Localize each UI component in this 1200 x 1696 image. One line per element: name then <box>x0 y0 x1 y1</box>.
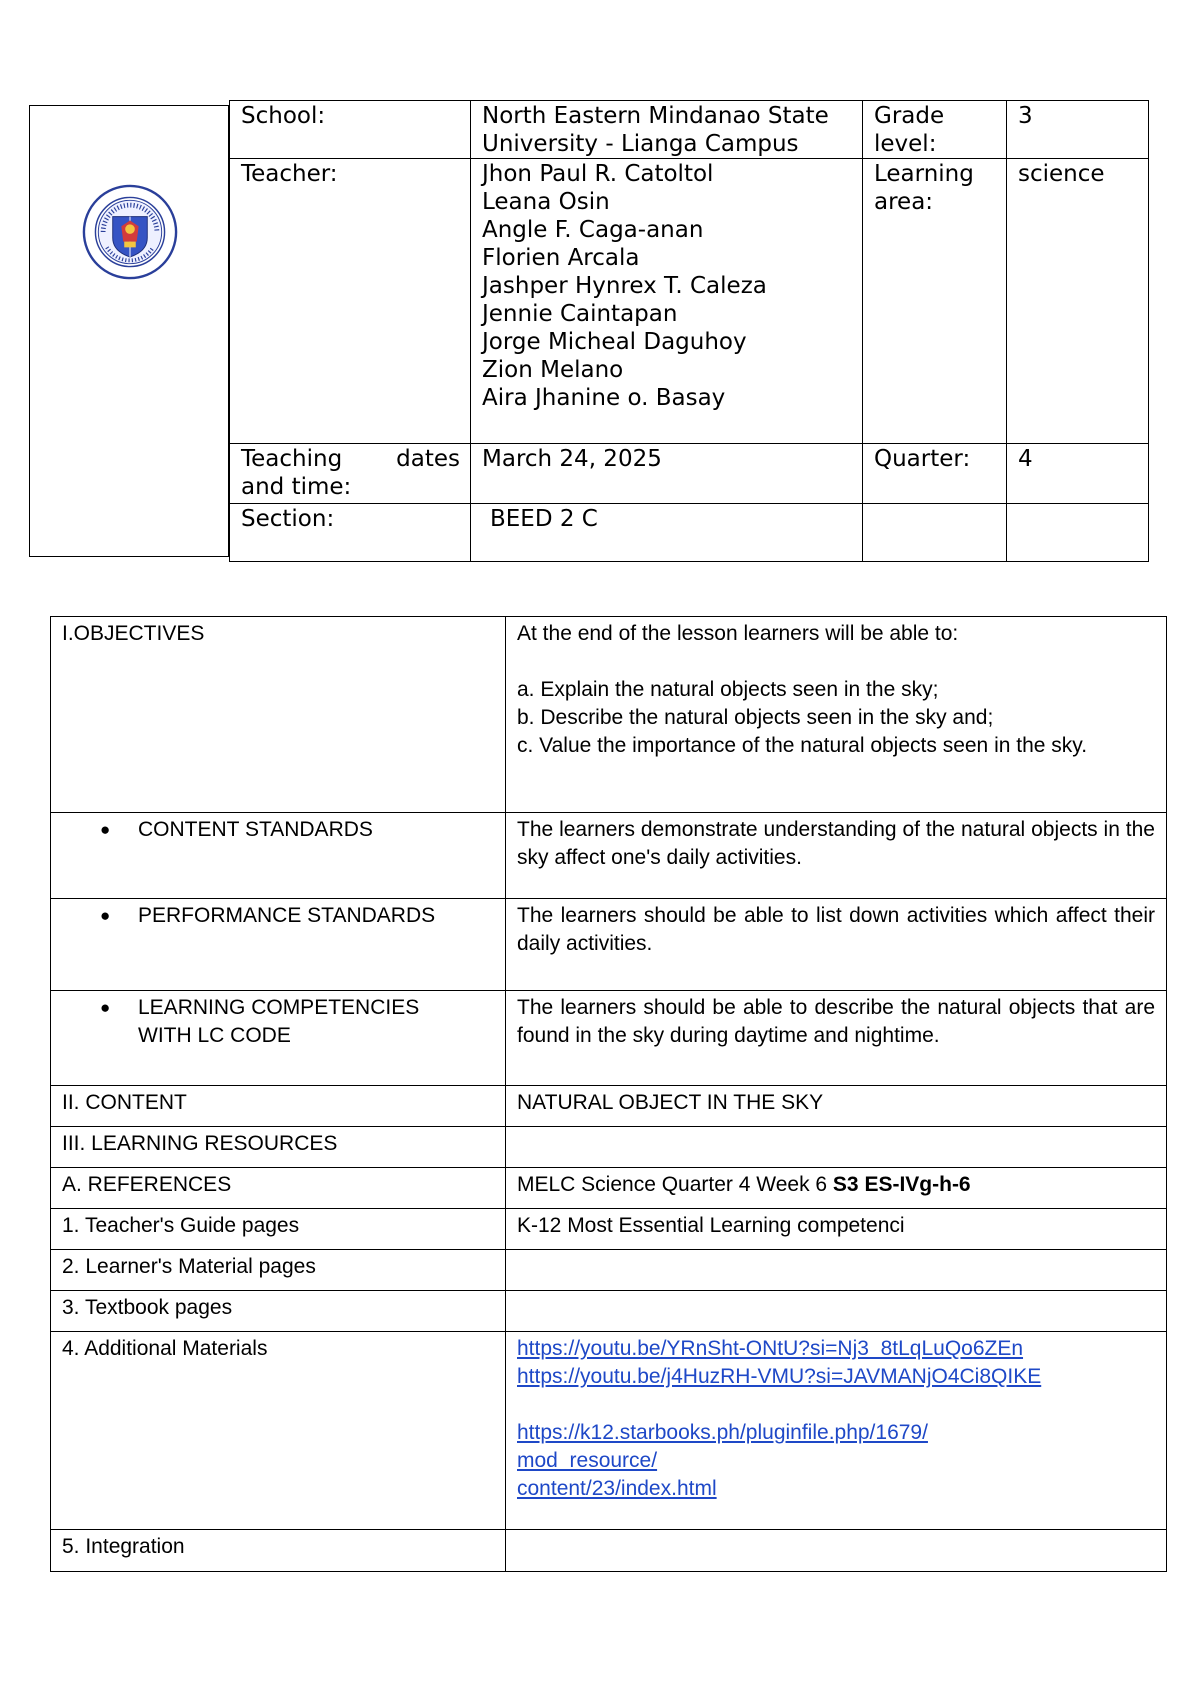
objective-item: b. Describe the natural objects seen in the sky and; <box>517 706 994 729</box>
teaching-dates-value: March 24, 2025 <box>471 444 863 504</box>
additional-materials-label: 4. Additional Materials <box>51 1332 506 1530</box>
starbooks-link-line[interactable]: https://k12.starbooks.ph/pluginfile.php/1679/ <box>517 1421 928 1444</box>
textbook-label: 3. Textbook pages <box>51 1291 506 1332</box>
performance-standards-text: PERFORMANCE STANDARDS <box>138 904 436 927</box>
lc-code: S3 ES-IVg-h-6 <box>832 1173 971 1196</box>
objectives-intro: At the end of the lesson learners will be able to: <box>517 622 959 645</box>
learning-area-label-line: Learning <box>874 161 974 187</box>
starbooks-link-line[interactable]: mod_resource/ <box>517 1449 658 1472</box>
grade-label-line: Grade <box>874 103 945 129</box>
teacher-name: Aira Jhanine o. Basay <box>482 385 726 411</box>
teacher-name: Angle F. Caga-anan <box>482 217 704 243</box>
empty-cell <box>1007 504 1149 562</box>
references-label: A. REFERENCES <box>51 1168 506 1209</box>
content-standards-value: The learners demonstrate understanding of the natural objects in the sky affect one's daily activities. <box>506 813 1167 899</box>
teacher-label: Teacher: <box>230 159 471 444</box>
empty-cell <box>506 1291 1167 1332</box>
teacher-name: Jennie Caintapan <box>482 301 678 327</box>
teacher-name: Zion Melano <box>482 357 624 383</box>
bullet-icon: ● <box>100 906 111 925</box>
video-link[interactable]: https://youtu.be/YRnSht-ONtU?si=Nj3_8tLqLuQo6ZEn <box>517 1337 1024 1360</box>
content-standards-label <box>51 813 506 899</box>
objective-item: a. Explain the natural objects seen in the sky; <box>517 678 939 701</box>
empty-cell <box>863 504 1007 562</box>
references-text: MELC Science Quarter 4 Week 6 <box>517 1173 833 1196</box>
section-label: Section: <box>230 504 471 562</box>
competencies-label-line: LEARNING COMPETENCIES <box>138 996 420 1019</box>
video-link[interactable]: https://youtu.be/j4HuzRH-VMU?si=JAVMANjO4Ci8QIKE <box>517 1365 1042 1388</box>
empty-cell <box>506 1530 1167 1572</box>
objectives-label: I.OBJECTIVES <box>51 617 506 813</box>
teacher-name: Jashper Hynrex T. Caleza <box>482 273 767 299</box>
learning-area-value: science <box>1007 159 1149 444</box>
school-value <box>471 101 863 159</box>
teacher-name: Jorge Micheal Daguhoy <box>482 329 747 355</box>
content-label: II. CONTENT <box>51 1086 506 1127</box>
empty-cell <box>506 1250 1167 1291</box>
learning-area-label-line: area: <box>874 189 934 215</box>
teaching-label-line2: and time: <box>241 474 352 500</box>
grade-label-line: level: <box>874 131 937 157</box>
logo-box <box>29 105 229 557</box>
teachers-guide-label: 1. Teacher's Guide pages <box>51 1209 506 1250</box>
teacher-name: Leana Osin <box>482 189 610 215</box>
teacher-name: Jhon Paul R. Catoltol <box>482 161 714 187</box>
objective-item: c. Value the importance of the natural objects seen in the sky. <box>517 734 1088 757</box>
lesson-plan-table <box>50 616 1167 1572</box>
school-value-line: University - Lianga Campus <box>482 131 799 157</box>
bullet-icon: ● <box>100 820 111 839</box>
references-value <box>506 1168 1167 1209</box>
competencies-value: The learners should be able to describe the natural objects that are found in the sky during daytime and nightime. <box>506 991 1167 1086</box>
learners-material-label: 2. Learner's Material pages <box>51 1250 506 1291</box>
grade-label <box>863 101 1007 159</box>
competencies-label-line: WITH LC CODE <box>138 1024 291 1047</box>
competencies-label <box>51 991 506 1086</box>
content-standards-text: CONTENT STANDARDS <box>138 818 373 841</box>
starbooks-link-line[interactable]: content/23/index.html <box>517 1477 717 1500</box>
bullet-icon: ● <box>100 998 111 1017</box>
school-label: School: <box>230 101 471 159</box>
teachers-guide-value: K-12 Most Essential Learning competenci <box>506 1209 1167 1250</box>
teaching-label-word: dates <box>396 446 460 472</box>
teacher-list <box>471 159 863 444</box>
content-value: NATURAL OBJECT IN THE SKY <box>506 1086 1167 1127</box>
school-value-line: North Eastern Mindanao State <box>482 103 829 129</box>
performance-standards-label <box>51 899 506 991</box>
header-table <box>229 100 1149 562</box>
resources-label: III. LEARNING RESOURCES <box>51 1127 506 1168</box>
deped-seal-icon <box>82 184 178 280</box>
teacher-name: Florien Arcala <box>482 245 640 271</box>
teaching-label-word: Teaching <box>241 446 343 472</box>
quarter-label: Quarter: <box>863 444 1007 504</box>
section-value: BEED 2 C <box>471 504 863 562</box>
objectives-value <box>506 617 1167 813</box>
performance-standards-value: The learners should be able to list down activities which affect their daily activities. <box>506 899 1167 991</box>
integration-label: 5. Integration <box>51 1530 506 1572</box>
grade-value: 3 <box>1007 101 1149 159</box>
quarter-value: 4 <box>1007 444 1149 504</box>
teaching-dates-label <box>230 444 471 504</box>
empty-cell <box>506 1127 1167 1168</box>
learning-area-label <box>863 159 1007 444</box>
additional-materials-value <box>506 1332 1167 1530</box>
